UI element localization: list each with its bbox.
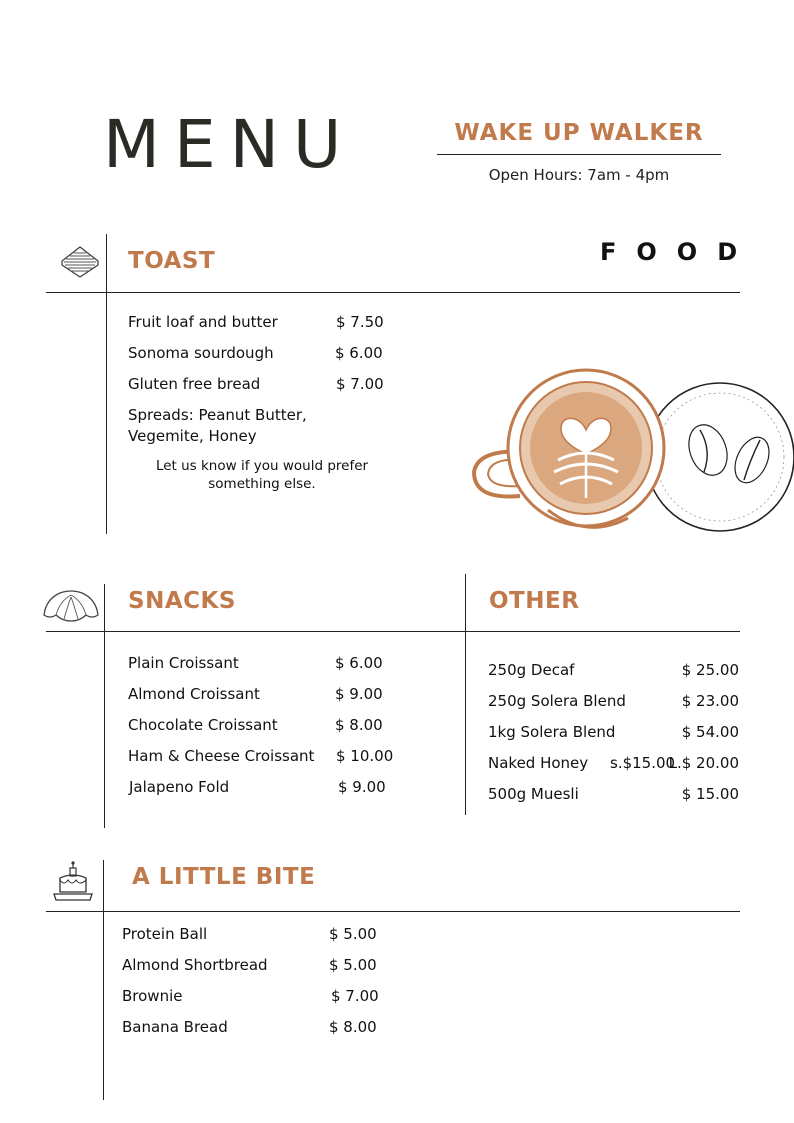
snacks-item-name: Chocolate Croissant [128,716,278,734]
toast-item-name: Fruit loaf and butter [128,313,278,331]
other-item-price: $ 23.00 [681,692,739,710]
food-label: FOOD [600,238,758,266]
toast-item-name: Gluten free bread [128,375,261,393]
snacks-item-price: $ 9.00 [338,778,386,796]
snacks-item-price: $ 9.00 [335,685,383,703]
bite-title: A LITTLE BITE [132,864,316,890]
toast-icon [58,243,102,281]
snacks-vertical-rule [104,584,105,828]
bite-item-price: $ 5.00 [329,956,377,974]
snacks-item-name: Plain Croissant [128,654,239,672]
brand-divider [437,154,721,155]
snacks-item-price: $ 10.00 [336,747,394,765]
snacks-item-name: Jalapeno Fold [129,778,230,796]
toast-note [128,457,396,493]
bite-divider [46,911,740,912]
bite-item-price: $ 8.00 [329,1018,377,1036]
other-vertical-rule [465,574,466,815]
bite-item-name: Protein Ball [122,925,208,943]
toast-note-line: something else. [208,476,316,492]
bite-item-price: $ 7.00 [331,987,379,1005]
toast-divider [46,292,740,293]
other-item-price: L.$ 20.00 [668,754,739,772]
brand-name: WAKE UP WALKER [454,120,704,146]
snacks-item-name: Almond Croissant [128,685,260,703]
toast-note-line: Let us know if you would prefer [155,458,369,474]
toast-item-price: $ 7.50 [336,313,384,331]
toast-vertical-rule [106,234,107,534]
open-hours: Open Hours: 7am - 4pm [488,166,670,184]
bite-item-name: Brownie [122,987,183,1005]
other-item-price: $ 15.00 [681,785,739,803]
other-item-name: 250g Solera Blend [488,692,626,710]
toast-spreads-line: Spreads: Peanut Butter, [128,406,307,424]
snacks-title: SNACKS [128,588,236,614]
toast-spreads-line: Vegemite, Honey [128,427,257,445]
cake-icon [52,860,94,904]
other-item-name: 500g Muesli [488,785,579,803]
other-item-price: $ 25.00 [681,661,739,679]
snacks-item-price: $ 6.00 [335,654,383,672]
other-item-small-price: s.$15.00 [610,754,676,772]
page-title: MENU [103,106,356,183]
other-item-price: $ 54.00 [681,723,739,741]
bite-item-name: Banana Bread [122,1018,228,1036]
croissant-icon [40,585,102,625]
bite-item-price: $ 5.00 [329,925,377,943]
bite-vertical-rule [103,860,104,1100]
other-item-name: Naked Honey [488,754,589,772]
coffee-illustration [468,360,794,545]
toast-item-price: $ 7.00 [336,375,384,393]
toast-item-price: $ 6.00 [335,344,383,362]
snacks-divider [46,631,740,632]
bite-item-name: Almond Shortbread [122,956,268,974]
other-item-name: 1kg Solera Blend [488,723,616,741]
snacks-item-name: Ham & Cheese Croissant [128,747,315,765]
toast-title: TOAST [128,248,216,274]
other-item-name: 250g Decaf [488,661,575,679]
other-title: OTHER [489,588,580,614]
toast-item-name: Sonoma sourdough [128,344,274,362]
toast-spreads [128,405,307,447]
snacks-item-price: $ 8.00 [335,716,383,734]
